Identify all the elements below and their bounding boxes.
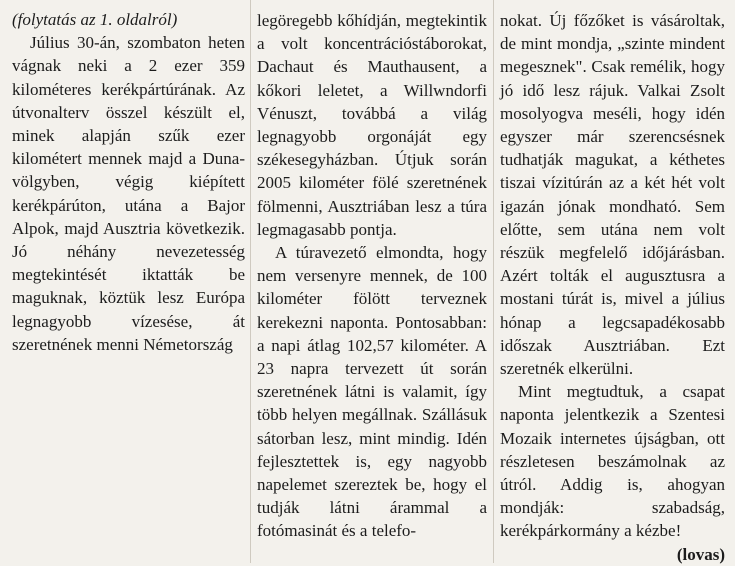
column-2 xyxy=(257,9,487,543)
continuation-note: (folytatás az 1. oldalról) xyxy=(12,10,178,29)
author-signature: (lovas) xyxy=(676,544,725,564)
column-divider xyxy=(250,0,251,563)
paragraph-2: A túravezető elmondta, hogy nem versenyre mennek, de 100 kilométer fölött terveznek kerekezni naponta. Pontosabban: a napi átlag 102,57 kilométer. A 23 napra tervezett út során szeretnének látni is valamit, így több helyen megállnak. Szállásuk sátorban lesz, mint mindig. Idén fejlesztettek is, egy nagyobb napelemet szereztek be, hogy el tudják látni árammal a fotómasinát és a telefo- xyxy=(257,243,487,541)
column-1 xyxy=(12,8,245,356)
column-3 xyxy=(500,9,725,566)
paragraph-1: Július 30-án, szombaton heten vágnak neki a 2 ezer 359 kilométeres kerékpártúrának. Az útvonalterv összel készült el, minek alapján szűk ezer kilométert mennek majd a Duna-völgyben, végig kiépített kerékpárúton, utána a Bajor Alpok, majd Ausztria következik. Jó néhány nevezetesség megtekintését iktatták be maguknak, köztük lesz Európa legnagyobb vízesése, át szeretnének menni Németország xyxy=(12,33,245,354)
paragraph-2-continued: nokat. Új főzőket is vásároltak, de mint mondja, „szinte mindent megesznek". Csak remélik, hogy jó idő lesz rájuk. Valkai Zsolt mosolyogva meséli, hogy idén egyszer már szerencsésnek tudhatják magukat, a kéthetes tiszai vízitúrán az a két hét volt igazán jónak mondható. Sem előtte, sem utána nem volt részük megfelelő időjárásban. Azért tolták el augusztusra a mostani túrát is, mivel a július hónap a legcsapadékosabb időszak Ausztriában. Ezt szeretnék elkerülni. xyxy=(500,11,725,379)
column-divider xyxy=(493,0,494,563)
paragraph-1-continued: legöregebb kőhídján, megtekintik a volt koncentrációstáborokat, Dachaut és Mauthausent, a kőkori leletet, a Willwndorfi Vénuszt, továbbá a világ legnagyobb orgonáját egy székesegyházban. Útjuk során 2005 kilométer fölé szeretnének fölmenni, Ausztriában lesz a túra legmagasabb pontja. xyxy=(257,11,487,239)
paragraph-3: Mint megtudtuk, a csapat naponta jelentkezik a Szentesi Mozaik internetes újságban, ott részletesen beszámolnak az útról. Addig is, ahogyan mondják: szabadság, kerékpárkormány a kézbe! xyxy=(500,382,725,541)
